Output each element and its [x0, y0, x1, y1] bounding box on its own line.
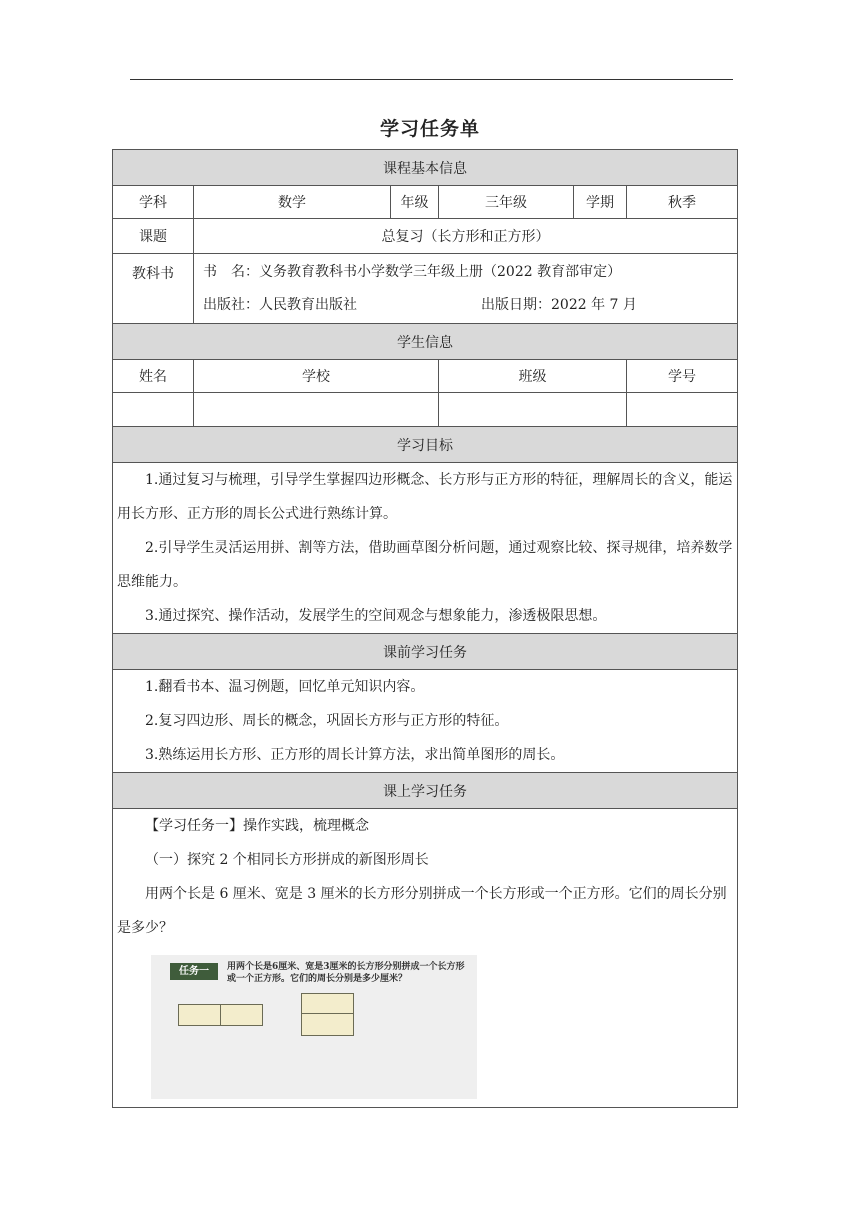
pre-task-item: 1.翻看书本、温习例题，回忆单元知识内容。 — [145, 679, 425, 695]
textbook-name: 书 名：义务教育教科书小学数学三年级上册（2022 教育部审定） — [203, 263, 622, 280]
student-info-header: 学生信息 — [113, 324, 738, 360]
document-title: 学习任务单 — [379, 118, 480, 140]
goal-item: 3.通过探究、操作活动，发展学生的空间观念与想象能力，渗透极限思想。 — [145, 608, 607, 624]
student-class-label: 班级 — [439, 360, 627, 393]
publisher: 出版社：人民教育出版社 — [203, 296, 357, 313]
student-name-label: 姓名 — [113, 360, 194, 393]
topic-value: 总复习（长方形和正方形） — [194, 219, 738, 254]
learning-goals-content — [113, 463, 738, 634]
student-name-field[interactable] — [113, 393, 194, 427]
subject-value: 数学 — [194, 186, 391, 219]
student-school-field[interactable] — [194, 393, 439, 427]
student-class-field[interactable] — [439, 393, 627, 427]
task1-figure-wrapper — [113, 945, 737, 1107]
term-value: 秋季 — [627, 186, 738, 219]
student-id-field[interactable] — [627, 393, 738, 427]
task1-figure — [151, 955, 477, 1099]
pre-task-item: 2.复习四边形、周长的概念，巩固长方形与正方形的特征。 — [145, 713, 509, 729]
header-rule — [130, 79, 733, 80]
grade-label: 年级 — [391, 186, 439, 219]
pre-class-tasks-content — [113, 670, 738, 773]
task1-subtitle: （一）探究 2 个相同长方形拼成的新图形周长 — [145, 852, 429, 868]
learning-goals-header: 学习目标 — [113, 427, 738, 463]
textbook-info — [194, 254, 738, 324]
square-top-half — [301, 993, 354, 1014]
course-info-header: 课程基本信息 — [113, 150, 738, 186]
square-bottom-half — [301, 1013, 354, 1036]
grade-value: 三年级 — [439, 186, 574, 219]
student-id-label: 学号 — [627, 360, 738, 393]
figure-instruction: 用两个长是6厘米、宽是3厘米的长方形分别拼成一个长方形或一个正方形。它们的周长分别是多少厘米？ — [227, 962, 465, 984]
publish-date: 出版日期：2022 年 7 月 — [481, 296, 637, 313]
textbook-label: 教科书 — [113, 254, 194, 324]
task-sheet-table — [112, 149, 738, 1108]
topic-label: 课题 — [113, 219, 194, 254]
task1-title: 【学习任务一】操作实践，梳理概念 — [145, 818, 369, 834]
term-label: 学期 — [574, 186, 627, 219]
task-tag-badge: 任务一 — [170, 963, 218, 980]
task1-description: 用两个长是 6 厘米、宽是 3 厘米的长方形分别拼成一个长方形或一个正方形。它们的周长分别是多少？ — [117, 886, 727, 936]
pre-class-tasks-header: 课前学习任务 — [113, 634, 738, 670]
rectangle-right-half — [220, 1004, 263, 1026]
textbook-publisher-line — [194, 289, 737, 322]
goal-item: 2.引导学生灵活运用拼、割等方法，借助画草图分析问题，通过观察比较、探寻规律，培养数学思维能力。 — [117, 540, 733, 590]
subject-label: 学科 — [113, 186, 194, 219]
pre-task-item: 3.熟练运用长方形、正方形的周长计算方法，求出简单图形的周长。 — [145, 747, 565, 763]
student-school-label: 学校 — [194, 360, 439, 393]
goal-item: 1.通过复习与梳理，引导学生掌握四边形概念、长方形与正方形的特征，理解周长的含义，能运用长方形、正方形的周长公式进行熟练计算。 — [117, 472, 733, 522]
in-class-tasks-content — [113, 809, 738, 1108]
in-class-tasks-header: 课上学习任务 — [113, 773, 738, 809]
rectangle-left-half — [178, 1004, 221, 1026]
